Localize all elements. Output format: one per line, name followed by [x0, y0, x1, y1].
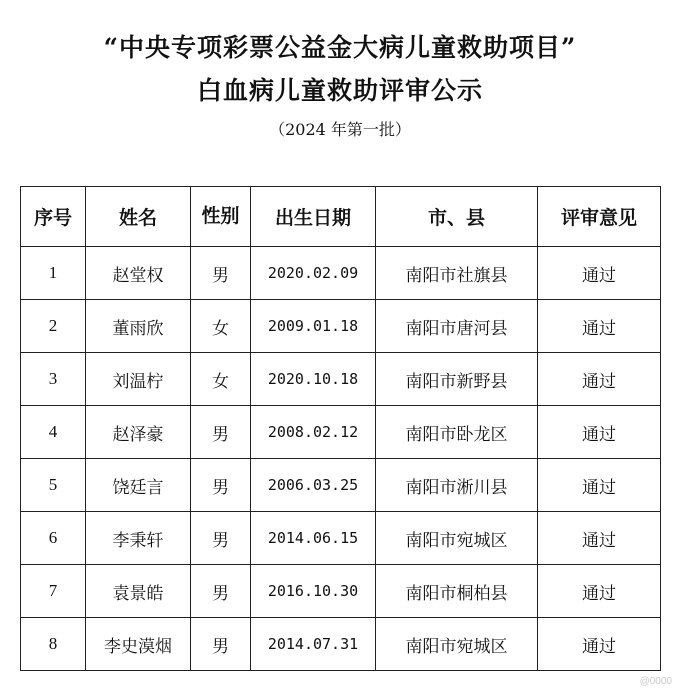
- table-row: [21, 565, 661, 618]
- column-header-review-result: 评审意见: [538, 187, 661, 247]
- table-header-row: [21, 187, 661, 247]
- cell-index: 2: [21, 300, 86, 353]
- cell-gender: 男: [191, 565, 251, 618]
- cell-review-result: 通过: [538, 618, 661, 671]
- table-row: [21, 247, 661, 300]
- cell-index: 7: [21, 565, 86, 618]
- corner-watermark: @0000: [639, 676, 672, 687]
- review-results-table: [20, 186, 661, 671]
- cell-birth-date: 2014.07.31: [251, 618, 376, 671]
- column-header-birth-date: 出生日期: [251, 187, 376, 247]
- cell-gender: 男: [191, 406, 251, 459]
- cell-index: 1: [21, 247, 86, 300]
- cell-review-result: 通过: [538, 406, 661, 459]
- cell-index: 5: [21, 459, 86, 512]
- cell-region: 南阳市桐柏县: [376, 565, 538, 618]
- cell-name: 董雨欣: [86, 300, 191, 353]
- cell-review-result: 通过: [538, 459, 661, 512]
- document-subtitle: （2024 年第一批）: [269, 120, 411, 139]
- cell-review-result: 通过: [538, 512, 661, 565]
- document-title-line-1: “中央专项彩票公益金大病儿童救助项目”: [103, 33, 577, 62]
- table-row: [21, 459, 661, 512]
- cell-birth-date: 2006.03.25: [251, 459, 376, 512]
- cell-region: 南阳市淅川县: [376, 459, 538, 512]
- cell-name: 刘温柠: [86, 353, 191, 406]
- cell-name: 袁景皓: [86, 565, 191, 618]
- cell-review-result: 通过: [538, 300, 661, 353]
- cell-name: 李秉轩: [86, 512, 191, 565]
- cell-gender: 男: [191, 247, 251, 300]
- column-header-region: 市、县: [376, 187, 538, 247]
- cell-name: 饶廷言: [86, 459, 191, 512]
- table-row: [21, 300, 661, 353]
- cell-gender: 女: [191, 353, 251, 406]
- cell-gender: 女: [191, 300, 251, 353]
- cell-name: 赵泽豪: [86, 406, 191, 459]
- cell-index: 8: [21, 618, 86, 671]
- cell-region: 南阳市唐河县: [376, 300, 538, 353]
- cell-index: 6: [21, 512, 86, 565]
- cell-birth-date: 2009.01.18: [251, 300, 376, 353]
- cell-birth-date: 2016.10.30: [251, 565, 376, 618]
- cell-region: 南阳市社旗县: [376, 247, 538, 300]
- document-title-line-2: 白血病儿童救助评审公示: [196, 76, 483, 105]
- cell-review-result: 通过: [538, 565, 661, 618]
- cell-region: 南阳市宛城区: [376, 618, 538, 671]
- column-header-index: 序号: [21, 187, 86, 247]
- cell-gender: 男: [191, 459, 251, 512]
- table-row: [21, 353, 661, 406]
- cell-region: 南阳市新野县: [376, 353, 538, 406]
- cell-region: 南阳市卧龙区: [376, 406, 538, 459]
- cell-gender: 男: [191, 512, 251, 565]
- cell-birth-date: 2020.10.18: [251, 353, 376, 406]
- cell-review-result: 通过: [538, 247, 661, 300]
- cell-birth-date: 2020.02.09: [251, 247, 376, 300]
- cell-region: 南阳市宛城区: [376, 512, 538, 565]
- cell-name: 赵堂权: [86, 247, 191, 300]
- cell-index: 3: [21, 353, 86, 406]
- cell-review-result: 通过: [538, 353, 661, 406]
- table-row: [21, 618, 661, 671]
- cell-gender: 男: [191, 618, 251, 671]
- column-header-name: 姓名: [86, 187, 191, 247]
- cell-birth-date: 2014.06.15: [251, 512, 376, 565]
- table-row: [21, 406, 661, 459]
- cell-birth-date: 2008.02.12: [251, 406, 376, 459]
- cell-name: 李史漠烟: [86, 618, 191, 671]
- cell-index: 4: [21, 406, 86, 459]
- column-header-gender: 性别: [191, 187, 251, 247]
- table-row: [21, 512, 661, 565]
